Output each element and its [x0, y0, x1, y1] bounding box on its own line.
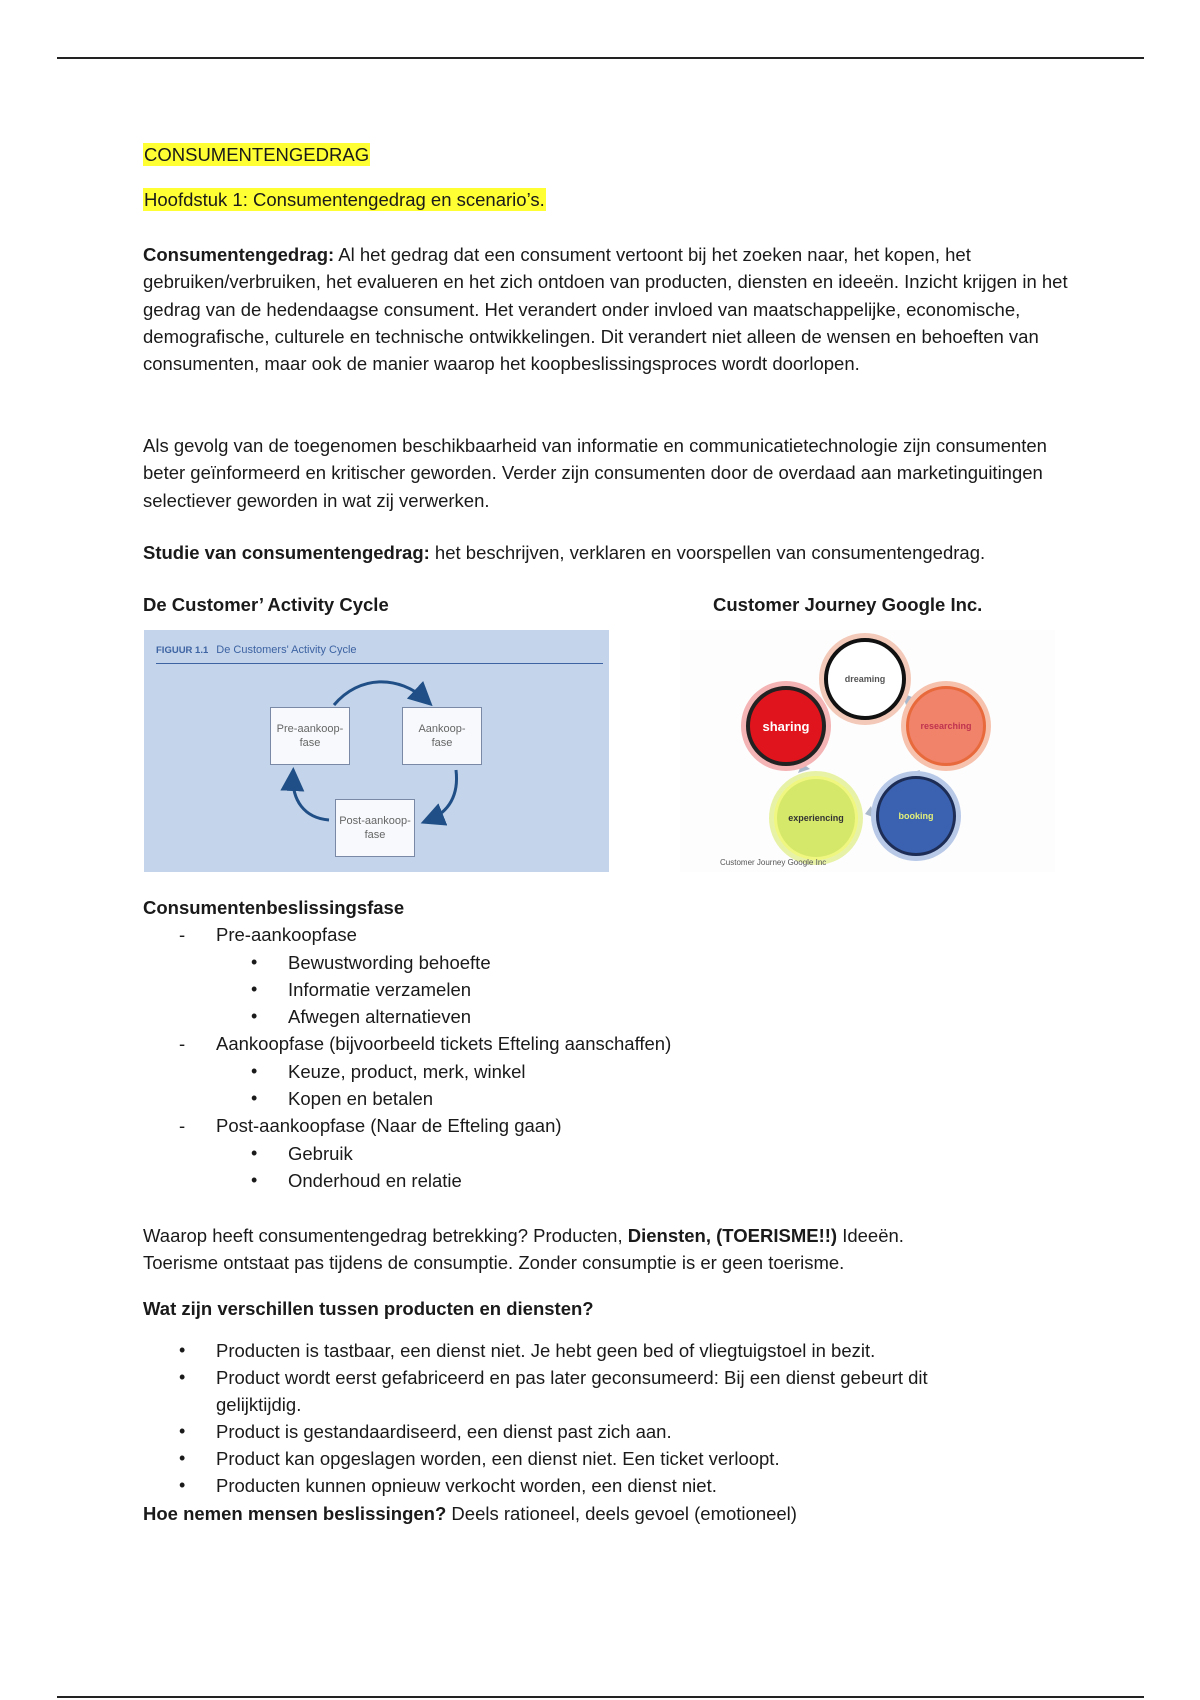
- difference-item: • Producten kunnen opnieuw verkocht worden, een dienst niet.: [143, 1472, 1073, 1499]
- phase-aankoop-item: • Keuze, product, merk, winkel: [143, 1058, 1073, 1085]
- bottom-rule: [57, 1696, 1144, 1698]
- decisions-paragraph: [143, 1500, 1073, 1527]
- circle-researching: researching: [906, 686, 986, 766]
- decision-section: [143, 894, 1073, 1194]
- document-title: CONSUMENTENGEDRAG: [144, 144, 370, 165]
- arrow-post-to-pre: [293, 776, 329, 820]
- relation-paragraph: Waarop heeft consumentengedrag betrekking? Producten, Diensten, (TOERISME!!) Ideeën. Toerisme ontstaat pas tijdens de consumptie. Zonder consumptie is er geen toerisme.: [143, 1225, 904, 1274]
- arrow-aankoop-to-post: [429, 770, 457, 820]
- figure1-caption: FIGUUR 1.1 De Customers' Activity Cycle: [156, 644, 357, 656]
- decisions-text: Deels rationeel, deels gevoel (emotioneel): [446, 1503, 797, 1524]
- paragraph-information: Als gevolg van de toegenomen beschikbaarheid van informatie en communicatietechnologie zijn consumenten beter geïnformeerd en kritischer geworden. Verder zijn consumenten door de overdaad aan marketinguitingen selectiever geworden in wat zij verwerken.: [143, 435, 1047, 511]
- box-aankoopfase: Aankoop- fase: [402, 707, 482, 765]
- phase-post-item: • Gebruik: [143, 1140, 1073, 1167]
- phase-pre-item: • Afwegen alternatieven: [143, 1003, 1073, 1030]
- definition-term: Consumentengedrag:: [143, 244, 335, 265]
- definition-text: Al het gedrag dat een consument vertoont bij het zoeken naar, het kopen, het gebruiken/verbruiken, het evalueren en het zich ontdoen van producten, diensten en ideeën. Inzicht krijgen in het gedrag van de hedendaagse consument. Het verandert onder invloed van maatschappelijke, economische, demografische, culturele en technische ontwikkelingen. Dit verandert niet alleen de wensen en behoeften van consumenten, maar ook de manier waarop het koopbeslissingsproces wordt doorlopen.: [143, 244, 1068, 375]
- decision-heading: Consumentenbeslissingsfase: [143, 897, 405, 918]
- top-rule: [57, 57, 1144, 59]
- decisions-term: Hoe nemen mensen beslissingen?: [143, 1503, 447, 1524]
- figure2-caption: Customer Journey Google Inc: [720, 858, 827, 867]
- figure2-heading: Customer Journey Google Inc.: [713, 594, 983, 615]
- phase-pre: - Pre-aankoopfase: [143, 921, 1073, 948]
- definition-paragraph: [143, 241, 1073, 377]
- figure1-heading: De Customer’ Activity Cycle: [143, 594, 389, 615]
- arrow-pre-to-aankoop: [334, 682, 426, 705]
- circle-sharing: sharing: [746, 686, 826, 766]
- difference-item: • Product wordt eerst gefabriceerd en pas later geconsumeerd: Bij een dienst gebeurt dit gelijktijdig.: [143, 1364, 1073, 1418]
- circle-booking: booking: [876, 776, 956, 856]
- phase-aankoop: - Aankoopfase (bijvoorbeeld tickets Efteling aanschaffen): [143, 1030, 1073, 1057]
- phase-pre-item: • Bewustwording behoefte: [143, 949, 1073, 976]
- study-text: het beschrijven, verklaren en voorspellen van consumentengedrag.: [429, 542, 986, 563]
- activity-cycle-figure: [144, 630, 609, 872]
- study-term: Studie van consumentengedrag:: [143, 542, 430, 563]
- differences-list: [143, 1337, 1073, 1499]
- study-paragraph: [143, 539, 1073, 566]
- phase-pre-item: • Informatie verzamelen: [143, 976, 1073, 1003]
- difference-item: • Product kan opgeslagen worden, een dienst niet. Een ticket verloopt.: [143, 1445, 1073, 1472]
- circle-experiencing: experiencing: [774, 776, 858, 860]
- difference-item: • Product is gestandaardiseerd, een dienst past zich aan.: [143, 1418, 1073, 1445]
- box-pre-aankoopfase: Pre-aankoop- fase: [270, 707, 350, 765]
- phase-post: - Post-aankoopfase (Naar de Efteling gaan): [143, 1112, 1073, 1139]
- customer-journey-figure: [680, 630, 1055, 872]
- phase-aankoop-item: • Kopen en betalen: [143, 1085, 1073, 1112]
- circle-dreaming: dreaming: [824, 638, 906, 720]
- box-post-aankoopfase: Post-aankoop- fase: [335, 799, 415, 857]
- chapter-title: Hoofdstuk 1: Consumentengedrag en scenario’s.: [144, 189, 545, 210]
- differences-heading: Wat zijn verschillen tussen producten en diensten?: [143, 1298, 594, 1319]
- difference-item: • Producten is tastbaar, een dienst niet. Je hebt geen bed of vliegtuigstoel in bezit.: [143, 1337, 1073, 1364]
- phase-post-item: • Onderhoud en relatie: [143, 1167, 1073, 1194]
